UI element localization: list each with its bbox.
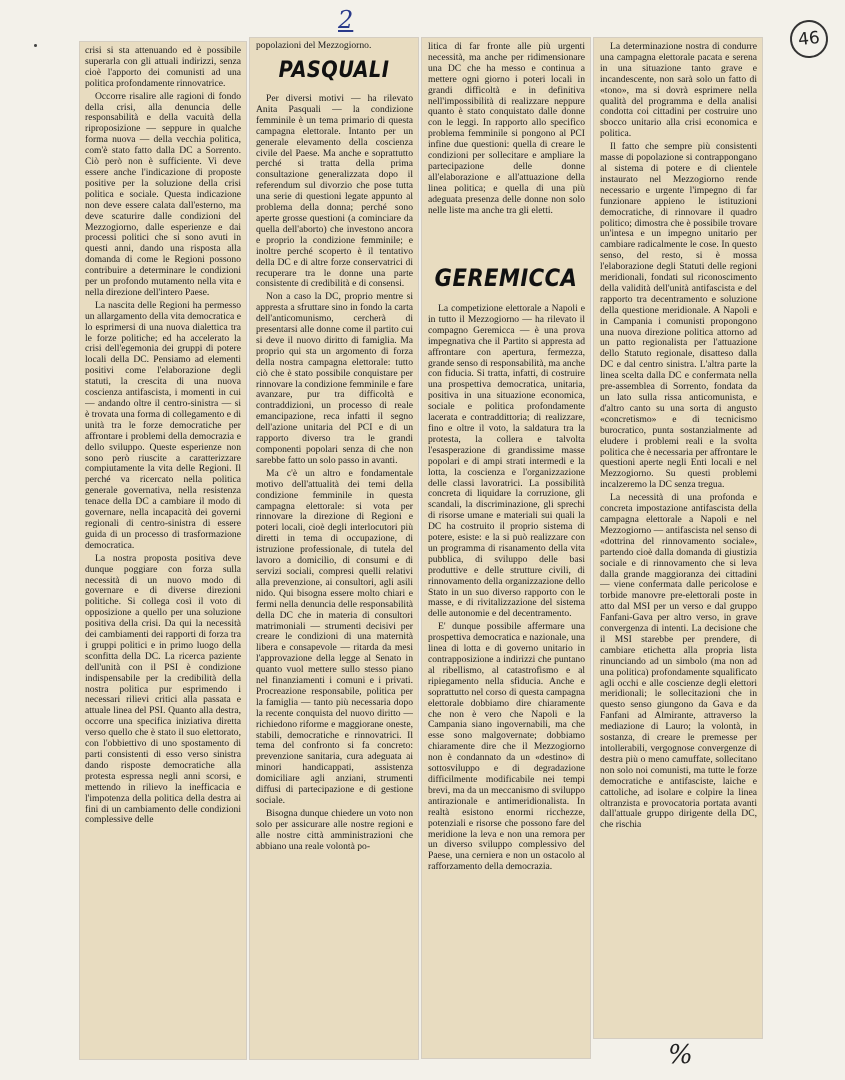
page-number-annotation: 2 <box>338 6 354 34</box>
dot-mark <box>34 44 37 47</box>
paragraph: Occorre risalire alle ragioni di fondo della crisi, alla denuncia delle responsabilità e della vacuità della riproposizione — seppure in qualche forma nuova — della vecchia politica, com'è stato fatto dalla DC a Sorrento. Ciò però non è sufficiente. Vi deve essere anche l'indicazione di proposte positive per la soluzione della crisi politica e sociale. Questa indicazione non deve essere calata dall'esterno, ma deve scaturire dalle condizioni del Mezzogiorno, dalle esperienze e dai processi politici che si sono avuti in questi anni, dando una risposta alla domanda di come le Regioni possono contribuire a determinare le condizioni per un profondo mutamento nella vita e nella direzione dell'intero Paese. <box>85 90 241 298</box>
column-3-bottom-text <box>428 304 585 1054</box>
column-3-top-text <box>428 42 585 258</box>
paragraph: Il fatto che sempre più consistenti masse di popolazione si contrappongano al sistema di potere e di clientele instaurato nel Mezzogiorno rende necessario e urgente l'impegno di far funzionare appieno le istituzioni democratiche, di rinnovare il quadro politico; dimostra che è possibile trovare un'intesa e un impegno unitario per cambiare radicalmente le cose. In questo senso, del resto, si è mossa l'elaborazione degli Statuti delle regioni meridionali, fondati sul riconoscimento della validità dell'unità antifascista e del rapporto tra decentramento e soluzione della questione meridionale. A Napoli e in Campania i comunisti propongono una nuova direzione politica attorno ad un patto regionalista per l'attuazione dello Statuto regionale, disatteso dalla DC e dal centro sinistra. L'altra parte la linea scelta dalla DC e confermata nella pre-assemblea di Sorrento, fondata da un lato sulla rissa anticomunista, e d'altro canto su una sorta di angusto «concretismo» e di tecnicismo burocratico, punta sostanzialmente ad eludere i problemi reali e la svolta politica che è necessaria per affrontare le questioni aperte negli Enti locali e nel Mezzogiorno. Su questi problemi incalzeremo la DC senza tregua. <box>600 141 757 491</box>
paragraph: La determinazione nostra di condurre una campagna elettorale pacata e serena in una situazione tanto grave e incandescente, non sarà solo un fatto di «tono», ma si dovrà esprimere nella qualità del programma e della analisi condotta coi cittadini per costruire uno sbocco unitario alla crisi economica e politica. <box>600 42 757 140</box>
headline-geremicca: GEREMICCA <box>434 264 578 292</box>
column-4-text <box>600 42 757 1034</box>
paragraph: Per diversi motivi — ha rilevato Anita Pasquali — la condizione femminile è un tema primario di questa campagna elettorale. Intanto per un generale elevamento della coscienza civile del Paese. Ma anche e soprattutto perché si tratta della prima consultazione generalizzata dopo il referendum sul divorzio che pose tutta una serie di questioni legate appunto al problema della donna; perché sono aperte grosse questioni (a cominciare da quella dell'aborto) che investono ancora e proprio la condizione femminile; e inoltre perché scoperto è il tentativo della DC e di altre forze conservatrici di recuperare tra le donne una parte consistente di credibilità e di consensi. <box>256 94 413 290</box>
paragraph: Bisogna dunque chiedere un voto non solo per assicurare alle nostre regioni e alle nostre città amministrazioni che abbiano una reale volontà po- <box>256 807 413 852</box>
column-2-text <box>256 94 413 1054</box>
paragraph: litica di far fronte alle più urgenti necessità, ma anche per ridimensionare una DC che ha messo e continua a mettere ogni giorno i poteri locali in grandi difficoltà e in definitiva nell'impossibilità di realizzare neppure quanto è stato conquistato dalle donne con le leggi. In rapporto allo specifico problema femminile si pongono al PCI infine due questioni: quella di creare le condizioni per sollecitare e ampliare la partecipazione delle donne all'elaborazione e all'attuazione della linea politica; e quella di una più adeguata presenza delle donne non solo nelle liste ma anche tra gli eletti. <box>428 42 585 216</box>
paragraph: La necessità di una profonda e concreta impostazione antifascista della campagna elettorale a Napoli e nel Mezzogiorno — antifascista nel senso di «dottrina del rinnovamento sociale», partendo cioè dalla domanda di giustizia sociale e di rinnovamento che si leva dalla grande maggioranza dei cittadini — viene confermata dalle pericolose e torbide manovre pre-elettorali poste in atto dal MSI per un verso e dal gruppo Fanfani-Gava per altro verso, in grave convergenza di intenti. La decisione che il MSI starebbe per prendere, di cambiare etichetta alla propria lista rinunciando ad un simbolo (ma non ad una politica) profondamente squalificato agli occhi e alle coscienze degli elettori meridionali; le sollecitazioni che in questo senso giungono da Gava e da Fanfani ad Almirante, attraverso la mediazione di Lauro; la volontà, in sostanza, di creare le premesse per intollerabili, vergognose convergenze di destra più o meno camuffate, sollecitano non solo noi comunisti, ma tutte le forze democratiche e antifasciste, laiche e cattoliche, ad isolare e colpire la linea oltranzista e provocatoria portata avanti dall'attuale gruppo dirigente della DC, che rischia <box>600 492 757 831</box>
paragraph: La nostra proposta positiva deve dunque poggiare con forza sulla necessità di un nuovo modo di governare e di diverse direzioni politiche. Si collega così il voto di opposizione a quello per una soluzione positiva della crisi. Da qui la necessità dei cambiamenti dei rapporti di forza tra i gruppi politici e in primo luogo della sconfitta della DC. La ricerca paziente dell'unità con il PSI è condizione indispensabile per la credibilità della nostra politica pur esprimendo i necessari rilievi critici alla passata e attuale linea del PSI. Quanto alla destra, occorre una specifica iniziativa diretta verso quello che è stato il suo elettorato, con l'obbiettivo di uno spostamento di parti consistenti di esso verso sinistra dando risposte democratiche alla protesta espressa negli anni scorsi, e mettendo in rilievo la inefficacia e l'impotenza della politica della destra ai fini di un cambiamento delle condizioni complessive delle <box>85 552 241 826</box>
circled-page-number: 46 <box>788 18 830 60</box>
paragraph: Non a caso la DC, proprio mentre si appresta a sfruttare sino in fondo la carta dell'anticomunismo, cercherà di presentarsi alle donne come il partito cui si deve il nuovo diritto di famiglia. Ma proprio qui sta un argomento di forza della nostra campagna elettorale: tutto ciò che è stato possibile conquistare per rinnovare la condizione femminile e fare avanzare, pur tra difficoltà e contraddizioni, un processo di reale emancipazione, reca infatti il segno dell'azione unitaria del PCI e di un rapporto diverso tra le grandi componenti popolari senza di che non sarebbe fatto un solo passo in avanti. <box>256 291 413 466</box>
column-1-clipping <box>80 42 246 1059</box>
headline-pasquali: PASQUALI <box>278 58 390 83</box>
paragraph: crisi si sta attenuando ed è possibile superarla con gli attuali indirizzi, senza cioè l'apporto dei comunisti ad una politica profondamente rinnovatrice. <box>85 46 241 89</box>
column-2-clipping <box>250 38 418 1059</box>
column-3-clipping <box>422 38 590 1058</box>
paragraph: Ma c'è un altro e fondamentale motivo dell'attualità dei temi della condizione femminile in questa campagna elettorale: si vota per rinnovare la direzione di Regioni e poteri locali, cioè degli interlocutori più diretti in tema di occupazione, di istruzione professionale, di tutela del lavoro a domicilio, di consumi e di servizi sociali, compresi quelli relativi alla prevenzione, ai consultori, agli asili nido. Qui bisogna essere molto chiari e fermi nella denuncia delle responsabilità della DC che in materia di consultori matrimoniali — strumenti decisivi per creare le condizioni di una maternità libera e consapevole — ritarda da mesi l'approvazione della legge al Senato in quanto vuol mettere sullo stesso piano nel finanziamenti i comuni e i privati. Procreazione responsabile, politica per la famiglia — tanto più necessaria dopo la recente conquista del nuovo diritto — richiedono riforme e maggiorane oneste, stabili, democratiche e rinnovatrici. Il tema del confronto si fa concreto: prevenzione sanitaria, cura adeguata ai minori handicappati, assistenza domiciliare agli anziani, strumenti diffusi di partecipazione e di gestione sociale. <box>256 467 413 806</box>
column-1-text <box>85 46 241 1054</box>
bottom-handwritten-mark: % <box>668 1040 693 1070</box>
paragraph: La nascita delle Regioni ha permesso un allargamento della vita democratica e lo esprimersi di una nuova dialettica tra le forze politiche; ed ha accelerato la crisi dell'egemonia dei gruppi di potere locali della DC. Pensiamo ad elementi positivi come l'elaborazione degli statuti, la crescita di una nuova coscienza antifascista, i momenti in cui — andando oltre il centro-sinistra — si è trovata una forma di collegamento e di unità tra le forze democratiche per affrontare i problemi della democrazia e dello sviluppo. Queste esperienze non sono però riuscite a caratterizzare compiutamente la vita delle Regioni. Il perché va ricercato nella politica generale governativa, nella resistenza tenace della DC a cambiare il modo di governare, nella incapacità dei governi regionali di centro-sinistra di essere guida di un processo di trasformazione democratica. <box>85 299 241 551</box>
paragraph: E' dunque possibile affermare una prospettiva democratica e nazionale, una linea di lotta e di governo unitario in contrapposizione a indirizzi che puntano al ribellismo, al catastrofismo e al ripiegamento nella sfiducia. Anche e soprattutto nel corso di questa campagna elettorale dobbiamo dire chiaramente che non è vero che Napoli e la Campania siano ingovernabili, ma che esse sono malgovernate; dobbiamo chiaramente dire che il Mezzogiorno non è condannato da un «destino» di sottosviluppo e di degradazione difficilmente modificabile nei tempi brevi, ma da un meccanismo di sviluppo antirazionale e antimeridionalista. In realtà esistono enormi ricchezze, potenziali e risorse che possono fare del meridione la leva e non una remora per un diverso sviluppo complessivo del Paese, una cerniera e non un ostacolo al rafforzamento della democrazia. <box>428 621 585 873</box>
column-2-top-line: popolazioni del Mezzogiorno. <box>256 41 372 51</box>
paragraph: La competizione elettorale a Napoli e in tutto il Mezzogiorno — ha rilevato il compagno Geremicca — è una prova impegnativa che il Partito si appresta ad affrontare con apertura, fermezza, grande senso di responsabilità, ma anche con fiducia. Si tratta, infatti, di costruire una prospettiva democratica, unitaria, positiva in una situazione economica, sociale e politica profondamente lacerata e contraddittoria; di realizzare, fino e oltre il voto, la saldatura tra la protesta, la collera e talvolta l'esasperazione di grandissime masse popolari e di ampi strati intermedi e la lotta, la coscienza e l'organizzazione delle classi lavoratrici. La possibilità concreta di liquidare la corruzione, gli scandali, la discriminazione, gli sprechi di risorse umane e materiali sui quali la DC ha costruito il proprio sistema di potere, esiste: e la si può realizzare con un programma di risanamento della vita pubblica, di sviluppo delle basi produttive e delle strutture civili, di rinnovamento della organizzazione dello Stato in un suo diverso rapporto con le masse, e di rivitalizzazione del sistema delle autonomie e del decentramento. <box>428 304 585 620</box>
column-4-clipping <box>594 38 762 1038</box>
